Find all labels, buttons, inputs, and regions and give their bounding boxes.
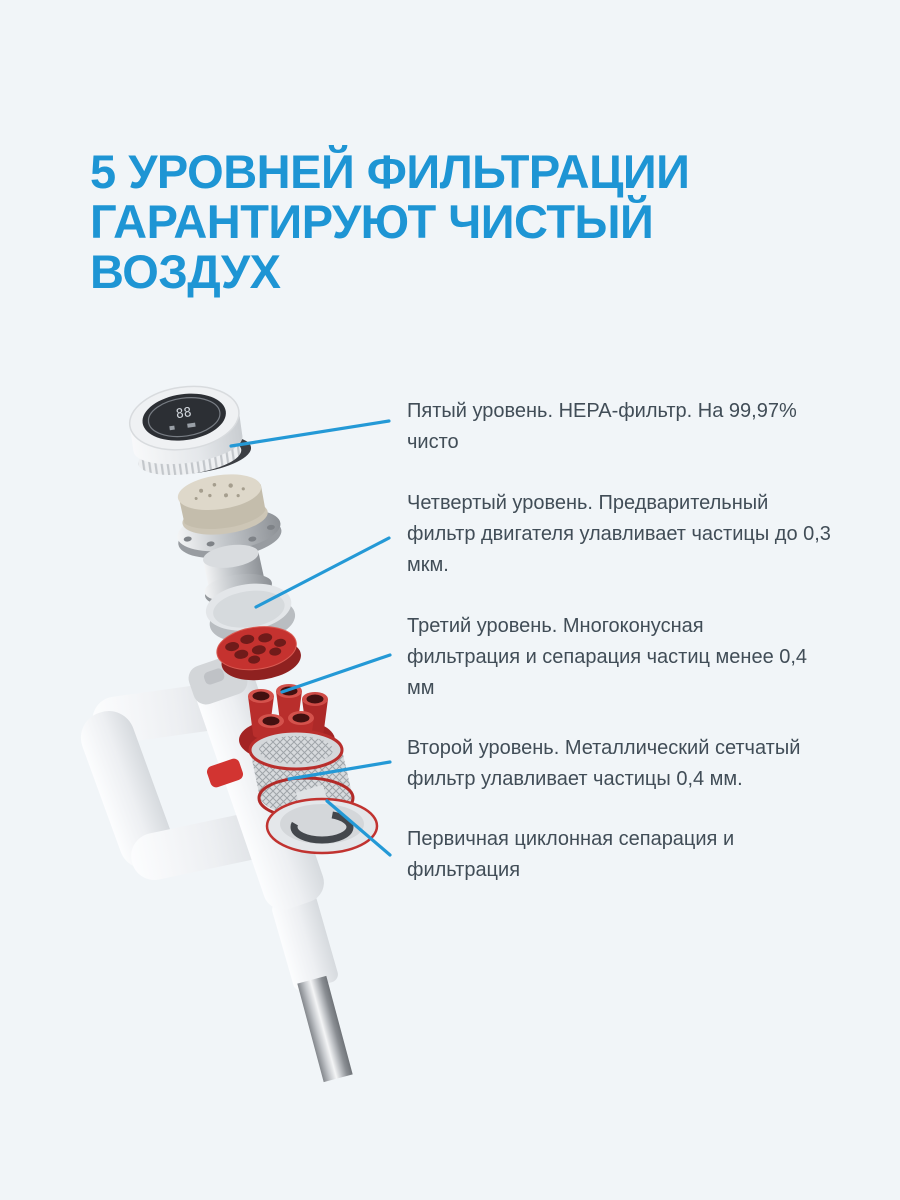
- callout-text-line: фильтр улавливает частицы 0,4 мм.: [407, 768, 743, 790]
- callout-text-level5: [407, 396, 847, 458]
- callout-text-line: фильтрация: [407, 859, 521, 881]
- title-line-1: 5 УРОВНЕЙ ФИЛЬТРАЦИИ: [90, 145, 690, 198]
- callout-text-line: Пятый уровень. HEPA-фильтр. На 99,97%: [407, 400, 797, 422]
- title-line-3: ВОЗДУХ: [90, 245, 281, 298]
- callout-line-level4: [256, 538, 389, 607]
- callout-text-line: Первичная циклонная сепарация и: [407, 828, 735, 850]
- callout-text-line: фильтр двигателя улавливает частицы до 0,3: [407, 523, 831, 545]
- callout-text-level1: [407, 824, 847, 886]
- callout-text-level2: [407, 733, 847, 795]
- callout-line-level5: [231, 421, 389, 446]
- callout-text-line: чисто: [407, 431, 459, 453]
- callout-text-line: Третий уровень. Многоконусная: [407, 615, 704, 637]
- vacuum-wand: [297, 976, 352, 1082]
- title-line-2: ГАРАНТИРУЮТ ЧИСТЫЙ: [90, 195, 654, 248]
- hepa-filter: [126, 379, 254, 481]
- callout-text-level4: [407, 488, 847, 581]
- display-value: 88: [174, 405, 193, 423]
- callout-text-line: Второй уровень. Металлический сетчатый: [407, 737, 801, 759]
- callout-text-line: Четвертый уровень. Предварительный: [407, 492, 769, 514]
- callout-text-level3: [407, 611, 847, 704]
- callout-text-line: мм: [407, 677, 435, 699]
- callout-text-line: мкм.: [407, 554, 449, 576]
- callout-text-line: фильтрация и сепарация частиц менее 0,4: [407, 646, 808, 668]
